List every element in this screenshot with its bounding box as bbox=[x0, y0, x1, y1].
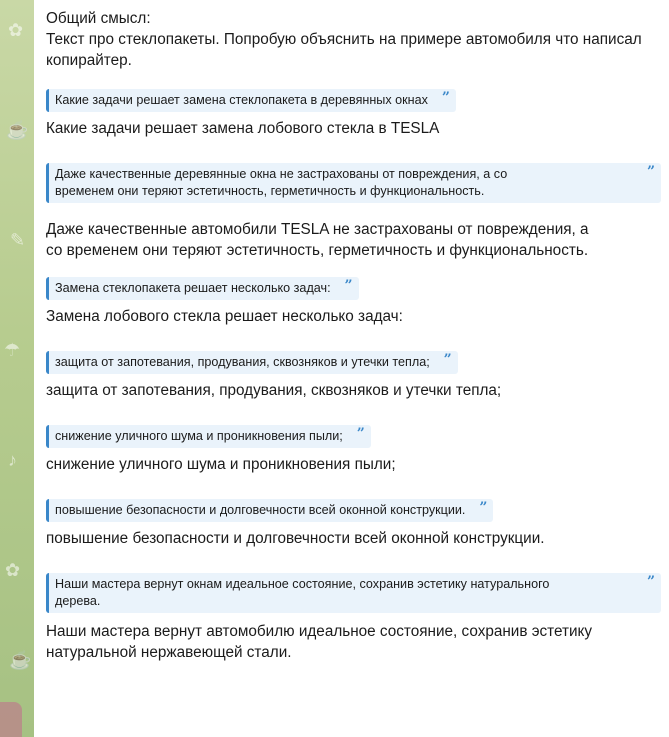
reply-text: Какие задачи решает замена лобового стекла в TESLA bbox=[46, 120, 440, 137]
quote-mark-icon: ” bbox=[441, 90, 450, 106]
reply-text: повышение безопасности и долговечности всей оконной конструкции. bbox=[46, 530, 545, 547]
quote-block[interactable] bbox=[46, 163, 661, 203]
quote-mark-icon: ” bbox=[646, 574, 655, 590]
quote-text: защита от запотевания, продувания, сквозняков и утечки тепла; bbox=[55, 355, 430, 369]
reply-text: Даже качественные автомобили TESLA не застрахованы от повреждения, а со временем они теряют эстетичность, герметичность и функциональность. bbox=[46, 221, 589, 259]
wallpaper-doodle-icon: ♪ bbox=[8, 450, 17, 470]
quote-pair bbox=[46, 277, 661, 327]
quote-mark-icon: ” bbox=[344, 278, 353, 294]
message-bubble[interactable] bbox=[34, 0, 669, 737]
quote-pair bbox=[46, 351, 661, 401]
reply-text: Наши мастера вернут автомобилю идеальное состояние, сохранив эстетику натуральной нержавеющей стали. bbox=[46, 623, 593, 661]
wallpaper-doodle-icon: ✿ bbox=[8, 20, 24, 40]
quote-mark-icon: ” bbox=[479, 500, 488, 516]
quote-text: снижение уличного шума и проникновения пыли; bbox=[55, 429, 343, 443]
quote-block[interactable] bbox=[46, 499, 493, 522]
quote-pair bbox=[46, 499, 661, 549]
wallpaper-doodle-icon: ☕ bbox=[6, 120, 29, 140]
reply-text: Замена лобового стекла решает несколько задач: bbox=[46, 308, 403, 325]
wallpaper-doodle-icon: ☕ bbox=[9, 650, 32, 670]
quote-pair bbox=[46, 573, 661, 663]
chat-wallpaper bbox=[0, 0, 36, 737]
quote-pair bbox=[46, 89, 661, 139]
reply-text: защита от запотевания, продувания, сквозняков и утечки тепла; bbox=[46, 382, 502, 399]
quote-pair bbox=[46, 163, 661, 261]
quote-text: Замена стеклопакета решает несколько задач: bbox=[55, 281, 331, 295]
quote-pair bbox=[46, 425, 661, 475]
quote-text: Наши мастера вернут окнам идеальное состояние, сохранив эстетику натурального дерева. bbox=[55, 577, 550, 608]
wallpaper-doodle-icon: ✿ bbox=[5, 560, 21, 580]
quote-text: Какие задачи решает замена стеклопакета в деревянных окнах bbox=[55, 93, 428, 107]
quote-mark-icon: ” bbox=[443, 352, 452, 368]
wallpaper-doodle-icon: ✎ bbox=[10, 230, 26, 250]
quote-block[interactable] bbox=[46, 89, 456, 112]
quote-block[interactable] bbox=[46, 277, 359, 300]
quote-block[interactable] bbox=[46, 573, 661, 613]
quote-text: повышение безопасности и долговечности всей оконной конструкции. bbox=[55, 503, 466, 517]
quote-mark-icon: ” bbox=[646, 164, 655, 180]
quote-block[interactable] bbox=[46, 351, 458, 374]
quote-block[interactable] bbox=[46, 425, 371, 448]
message-intro: Общий смысл: Текст про стеклопакеты. Попробую объяснить на примере автомобиля что написал копирайтер. bbox=[46, 10, 642, 69]
wallpaper-doodle-icon: ☂ bbox=[4, 340, 21, 360]
quote-text: Даже качественные деревянные окна не застрахованы от повреждения, а со временем они теряют эстетичность, герметичность и функциональность. bbox=[55, 167, 508, 198]
quote-mark-icon: ” bbox=[356, 426, 365, 442]
wallpaper-decoration bbox=[0, 702, 22, 737]
reply-text: снижение уличного шума и проникновения пыли; bbox=[46, 456, 396, 473]
